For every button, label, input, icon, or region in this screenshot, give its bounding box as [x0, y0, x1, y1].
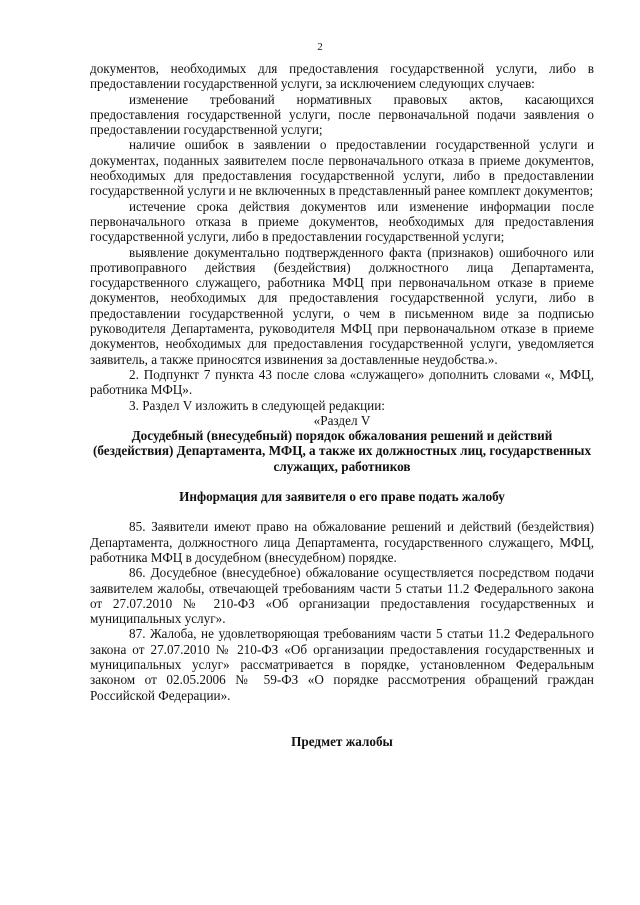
document-body [90, 61, 594, 749]
paragraph-case-expiry: истечение срока действия документов или изменение информации после первоначального отказа в приеме документов, необходимых для предоставления государственной услуги, либо в предоставлении государственной услуги; [90, 198, 594, 245]
paragraph-case-errors: наличие ошибок в заявлении о предоставлении государственной услуги и документах, поданных заявителем после первоначального отказа в приеме документов, необходимых для предоставления государственной услуги, либо в предоставлении государственной услуги и не включенных в представленный ранее комплект документов; [90, 137, 594, 199]
section-title: Досудебный (внесудебный) порядок обжалования решений и действий (бездействия) Департамента, МФЦ, а также их должностных лиц, государственных служащих, работников [92, 428, 592, 474]
subheading-right-to-complain: Информация для заявителя о его праве подать жалобу [179, 489, 505, 505]
subheading-complaint-subject: Предмет жалобы [291, 733, 393, 749]
paragraph-case-unlawful-action: выявление документально подтвержденного факта (признаков) ошибочного или противоправного действия (бездействия) должностного лица Департамента, государственного служащего, работника МФЦ при первоначальном отказе в приеме документов, необходимых для предоставления государственной услуги, либо в предоставлении государственной услуги, о чем в письменном виде за подписью руководителя Департамента, руководителя МФЦ при первоначальном отказе в приеме документов, необходимых для предоставления государственной услуги, уведомляется заявитель, а также приносятся извинения за доставленные неудобства.». [90, 244, 594, 367]
paragraph-amendment-3: 3. Раздел V изложить в следующей редакции: [129, 397, 385, 413]
section-label: «Раздел V [313, 412, 371, 428]
item-85: 85. Заявители имеют право на обжалование решений и действий (бездействия) Департамента, должностного лица Департамента, государственного служащего, МФЦ, работника МФЦ в досудебном (внесудебном) порядке. [90, 519, 594, 565]
page-number: 2 [317, 41, 323, 53]
paragraph-amendment-2: 2. Подпункт 7 пункта 43 после слова «служащего» дополнить словами «, МФЦ, работника МФЦ». [90, 366, 594, 398]
item-86: 86. Досудебное (внесудебное) обжалование осуществляется посредством подачи заявителем жалобы, отвечающей требованиям части 5 статьи 11.2 Федерального закона от 27.07.2010 № 210-ФЗ «Об организации предоставления государственных и муниципальных услуг». [90, 565, 594, 627]
item-87: 87. Жалоба, не удовлетворяющая требованиям части 5 статьи 11.2 Федерального закона от 27.07.2010 № 210-ФЗ «Об организации предоставления государственных и муниципальных услуг» рассматривается в порядке, установленном Федеральным законом от 02.05.2006 № 59-ФЗ «О порядке рассмотрения обращений граждан Российской Федерации». [90, 626, 594, 703]
paragraph-case-regulation-change: изменение требований нормативных правовых актов, касающихся предоставления государственной услуги, после первоначальной подачи заявления о предоставлении государственной услуги; [90, 91, 594, 138]
paragraph-continuation: документов, необходимых для предоставления государственной услуги, либо в предоставлении государственной услуги, за исключением следующих случаев: [90, 61, 594, 92]
